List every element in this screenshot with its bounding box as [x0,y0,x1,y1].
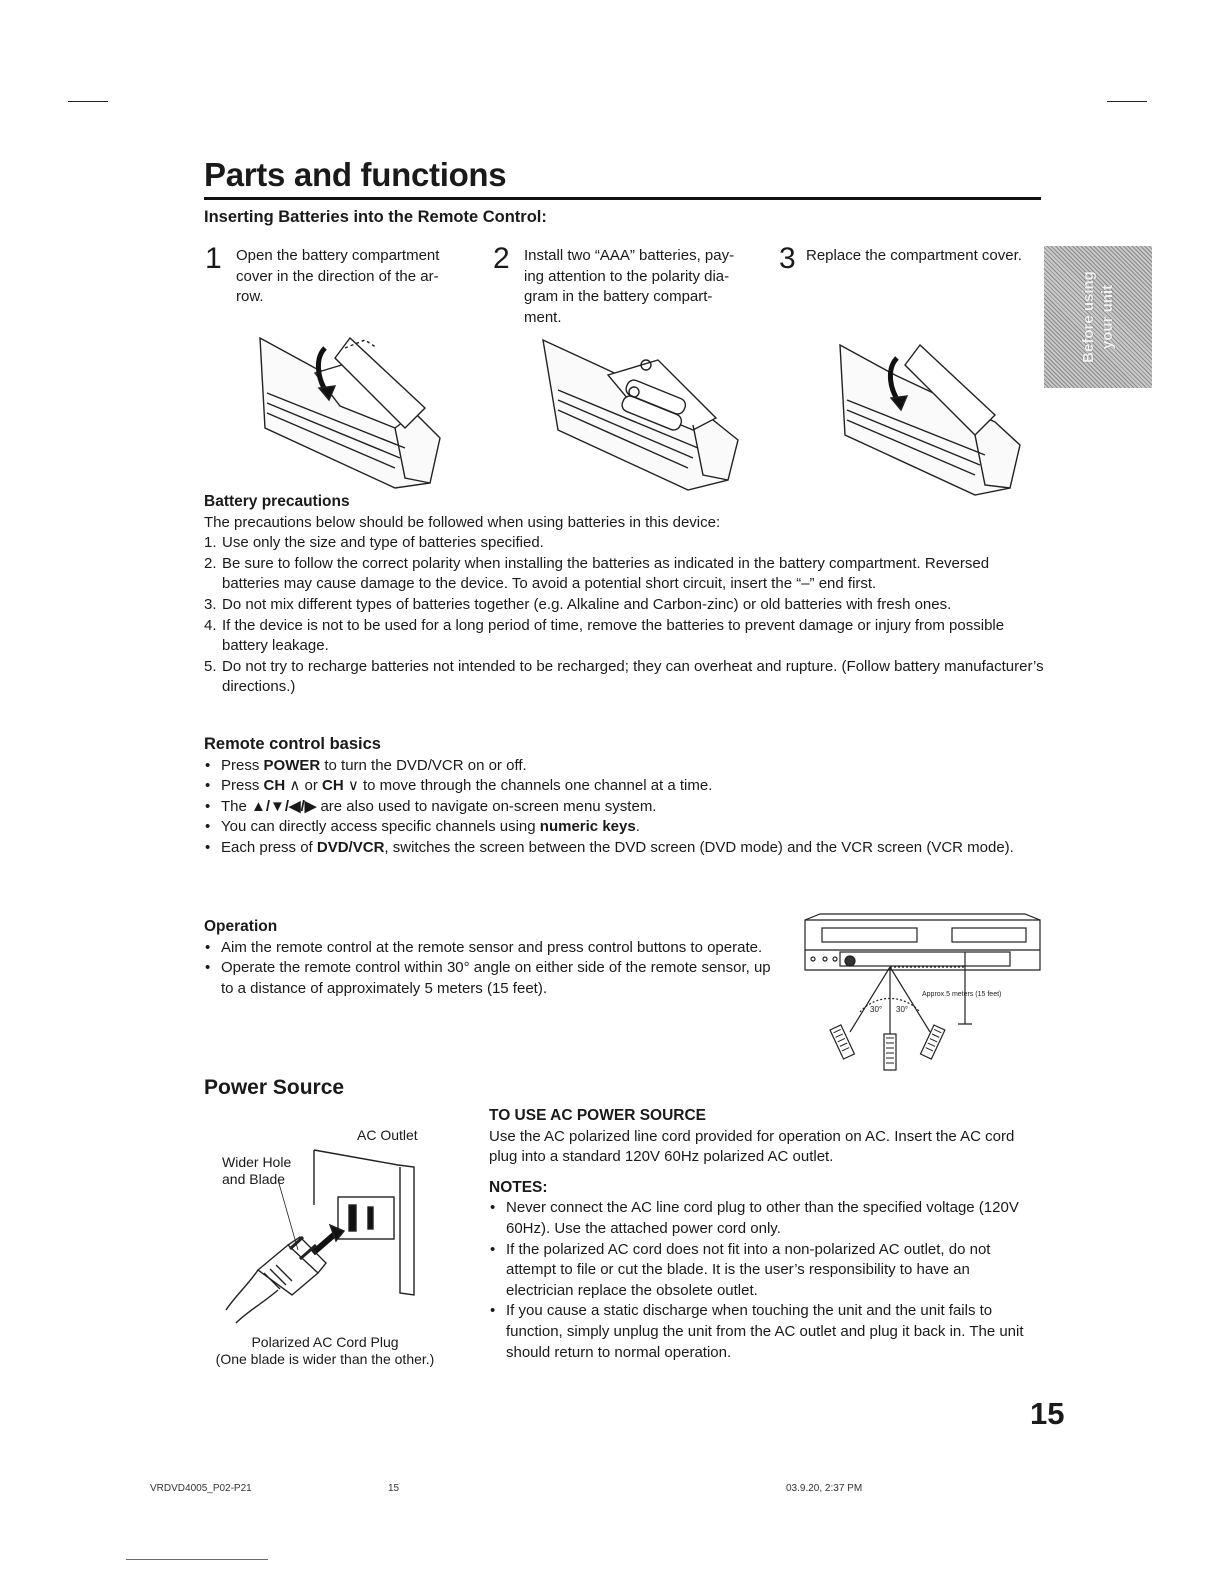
batteries-heading: Inserting Batteries into the Remote Control: [204,208,547,226]
distance-label: Approx.5 meters (15 feet) [922,991,1002,998]
precautions-section [204,492,1044,698]
basics-item: • Press CH ∧ or CH ∨ to move through the channels one channel at a time. [204,776,1044,797]
note-item: • If you cause a static discharge when touching the unit and the unit fails to function, simply unplug the unit from the AC outlet and plug it back in. The unit should return to normal operation. [489,1301,1041,1363]
ac-power-section [489,1106,1041,1363]
note-item: • If the polarized AC cord does not fit into a non-polarized AC outlet, do not attempt to file or cut the blade. It is the user’s responsibility to have an electrician replace the obsolete outlet. [489,1240,1041,1302]
step-2-number: 2 [493,242,510,275]
operation-item: • Aim the remote control at the remote sensor and press control buttons to operate. [204,938,786,959]
title-rule [204,197,1041,200]
footer-file-id: VRDVD4005_P02-P21 [150,1483,252,1494]
dvd-vcr-diagram [800,912,1045,1074]
step-1-number: 1 [205,242,222,275]
operation-section [204,917,786,999]
crop-mark-left [68,101,108,102]
step-2-text: Install two “AAA” batteries, pay- ing attention to the polarity dia- gram in the battery compart- ment. [524,247,735,326]
bottom-line [126,1559,268,1560]
power-heading: Power Source [204,1076,345,1099]
precautions-intro: The precautions below should be followed when using batteries in this device: [204,513,721,531]
operation-list [204,938,786,1000]
basics-item: • The ▲/▼/◀/▶ are also used to navigate on-screen menu system. [204,797,1044,818]
crop-mark-right [1107,101,1147,102]
notes-list [489,1198,1041,1363]
notes-heading: NOTES: [489,1178,548,1196]
basics-item: • Each press of DVD/VCR, switches the screen between the DVD screen (DVD mode) and the VCR screen (VCR mode). [204,838,1044,859]
step-3-number: 3 [779,242,796,275]
precaution-item: 4. If the device is not to be used for a long period of time, remove the batteries to prevent damage or injury from possible battery leakage. [204,616,1005,655]
wider-hole-label: Wider Hole and Blade [222,1154,292,1187]
operation-heading: Operation [204,918,278,935]
precautions-list [204,533,1044,698]
outlet-plug-illustration [218,1145,428,1325]
basics-item: • You can directly access specific channels using numeric keys. [204,817,1044,838]
footer-page: 15 [388,1483,400,1494]
footer-timestamp: 03.9.20, 2:37 PM [786,1483,863,1494]
remote-illustration-open [255,318,455,493]
section-tab-label: Before using your unit [1080,271,1116,363]
section-tab [1044,246,1152,388]
remote-basics-heading: Remote control basics [204,735,381,753]
plug-caption: Polarized AC Cord Plug (One blade is wider than the other.) [215,1334,435,1367]
step-3-text: Replace the compartment cover. [806,247,1022,264]
page-title: Parts and functions [204,156,507,193]
ac-power-heading: TO USE AC POWER SOURCE [489,1107,707,1124]
ac-outlet-label: AC Outlet [357,1127,418,1143]
angle-left-label: 30° [870,1005,883,1014]
note-item: • Never connect the AC line cord plug to other than the specified voltage (120V 60Hz). Use the attached power cord only. [489,1198,1041,1239]
angle-right-label: 30° [896,1005,909,1014]
precaution-item: 5. Do not try to recharge batteries not intended to be recharged; they can overheat and rupture. (Follow battery manufacturer’s directions.) [204,657,1044,696]
precaution-item: 2. Be sure to follow the correct polarity when installing the batteries as indicated in the battery compartment. Reversed batteries may cause damage to the device. To avoid a potential short circuit, insert the “–” end first. [204,554,990,593]
basics-item: • Press POWER to turn the DVD/VCR on or off. [204,756,1044,777]
precaution-item: 1. Use only the size and type of batteries specified. [204,534,544,552]
remote-basics-list [204,756,1044,859]
remote-basics-section [204,734,1044,859]
precautions-heading: Battery precautions [204,493,350,510]
step-1-text: Open the battery compartment cover in the direction of the ar- row. [236,247,440,305]
page-number: 15 [1030,1396,1065,1431]
operation-item: • Operate the remote control within 30° angle on either side of the remote sensor, up to a distance of approximately 5 meters (15 feet). [204,958,786,999]
remote-illustration-batteries [538,330,748,495]
precaution-item: 3. Do not mix different types of batteries together (e.g. Alkaline and Carbon-zinc) or old batteries with fresh ones. [204,595,952,613]
remote-illustration-close [835,330,1035,500]
ac-power-text: Use the AC polarized line cord provided for operation on AC. Insert the AC cord plug into a standard 120V 60Hz polarized AC outlet. [489,1127,1015,1166]
